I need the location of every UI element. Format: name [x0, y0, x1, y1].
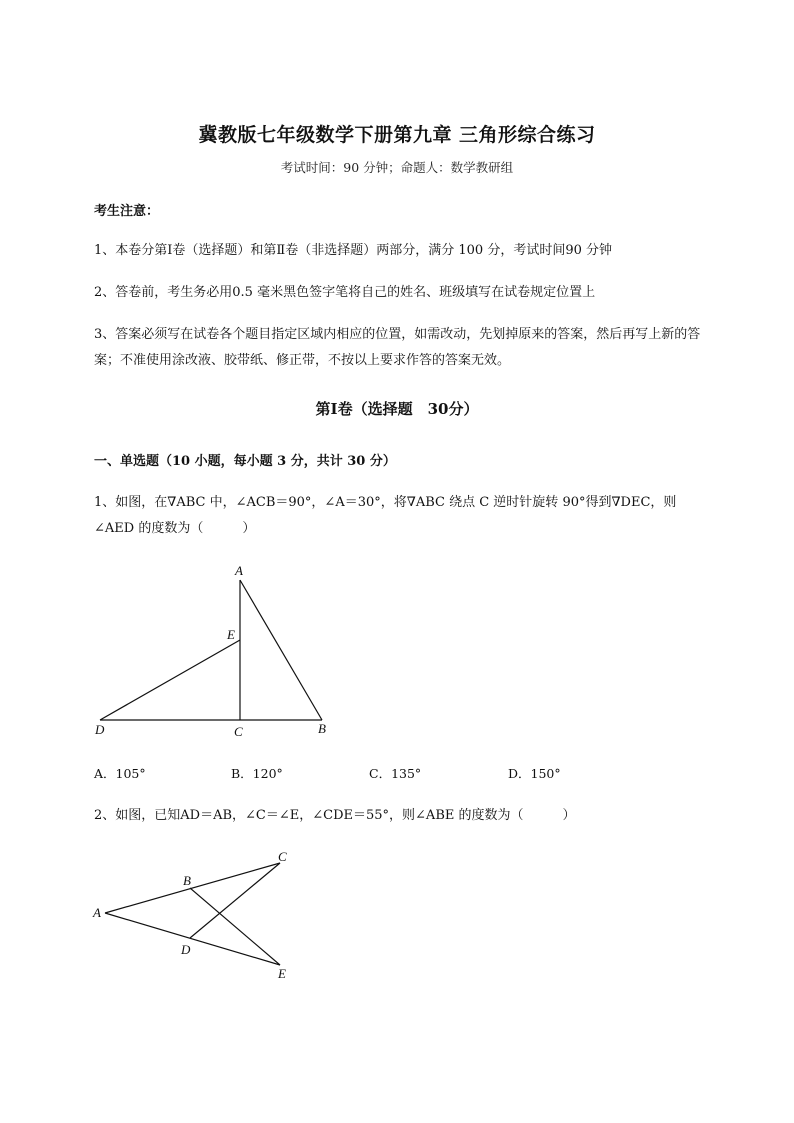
choice-a[interactable]: A．105° — [94, 766, 146, 781]
point-label-b: B — [318, 721, 326, 736]
point-label-b: B — [183, 873, 191, 888]
point-label-d: D — [181, 942, 191, 957]
section-title: 第Ⅰ卷（选择题 30分） — [315, 400, 479, 418]
point-label-c: C — [278, 849, 287, 864]
part-heading: 一、单选题（10 小题，每小题 3 分，共计 30 分） — [94, 454, 396, 469]
notice-item-3: 3、答案必须写在试卷各个题目指定区域内相应的位置，如需改动，先划掉原来的答案，然后再写上新的答案；不准使用涂改液、胶带纸、修正带，不按以上要求作答的答案无效。 — [94, 327, 701, 368]
question-2-figure — [85, 845, 315, 990]
segment-ae — [105, 913, 280, 965]
point-label-a: A — [235, 563, 243, 578]
document-title: 冀教版七年级数学下册第九章 三角形综合练习 — [198, 124, 596, 146]
notice-item-1: 1、本卷分第Ⅰ卷（选择题）和第Ⅱ卷（非选择题）两部分，满分 100 分，考试时间90 分钟 — [94, 243, 612, 258]
question-1-figure — [85, 555, 345, 745]
exam-info: 考试时间：90 分钟；命题人：数学教研组 — [280, 160, 514, 175]
segment-ac — [105, 863, 280, 913]
notice-heading: 考生注意： — [94, 204, 160, 219]
point-label-e: E — [278, 966, 286, 981]
choice-b[interactable]: B．120° — [231, 766, 283, 781]
choice-d[interactable]: D．150° — [508, 766, 561, 781]
point-label-d: D — [95, 722, 105, 737]
segment-de — [100, 640, 240, 720]
point-label-e: E — [227, 627, 235, 642]
question-2-stem: 2、如图，已知AD＝AB，∠C＝∠E，∠CDE＝55°，则∠ABE 的度数为（ ） — [94, 808, 576, 823]
point-label-c: C — [234, 724, 243, 739]
notice-item-2: 2、答卷前，考生务必用0.5 毫米黑色签字笔将自己的姓名、班级填写在试卷规定位置上 — [94, 285, 596, 300]
point-label-a: A — [93, 905, 101, 920]
question-1-stem: 1、如图，在∇ABC 中，∠ACB＝90°，∠A＝30°，将∇ABC 绕点 C 逆时针旋转 90°得到∇DEC，则∠AED 的度数为（ ） — [94, 495, 677, 536]
choice-c[interactable]: C．135° — [369, 766, 422, 781]
segment-ab — [240, 580, 322, 720]
